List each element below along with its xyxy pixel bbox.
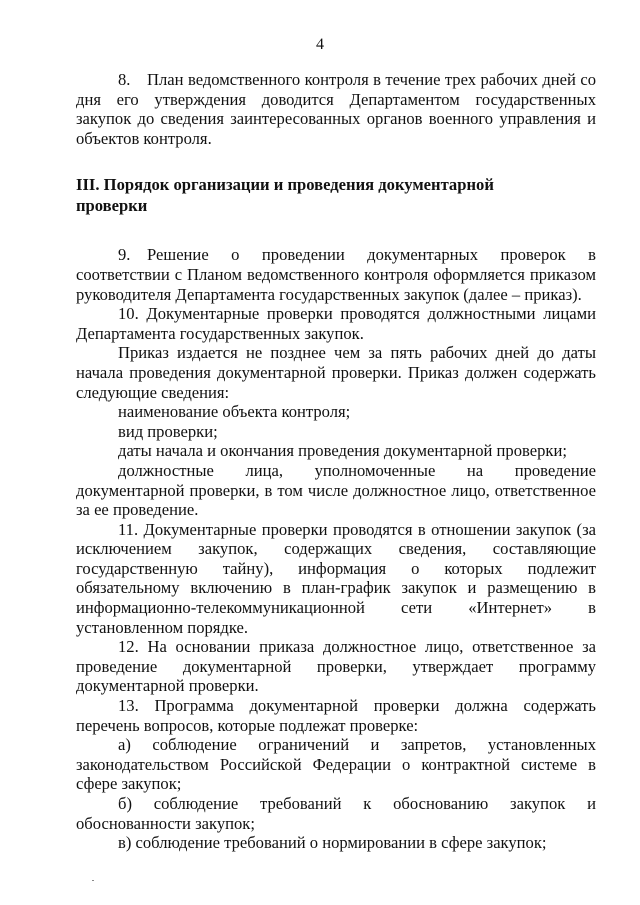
list-item-object-name: наименование объекта контроля; xyxy=(118,402,351,422)
list-item-officials: должностные лица, уполномоченные на проведение документарной проверки, в том числе должностное лицо, ответственное за ее проведение. xyxy=(76,460,596,520)
page-number: 4 xyxy=(316,36,324,53)
paragraph-order: Приказ издается не позднее чем за пять рабочих дней до даты начала проведения документарной проверки. Приказ должен содержать следующие сведения: xyxy=(76,343,596,402)
list-item-dates: даты начала и окончания проведения документарной проверки; xyxy=(118,441,567,461)
document-body xyxy=(76,70,596,853)
section-heading-line-2: проверки xyxy=(76,196,148,216)
paragraph-13: 13. Программа документарной проверки должна содержать перечень вопросов, которые подлежат проверке: xyxy=(76,696,596,735)
section-heading xyxy=(76,174,596,216)
section-heading-line-1: III. Порядок организации и проведения документарной xyxy=(76,175,494,195)
paragraph-11: 11. Документарные проверки проводятся в отношении закупок (за исключением закупок, содержащих сведения, составляющие государственную тайну), информация о которых подлежит обязательному включению в план-график закупок и размещению в информационно-телекоммуникационной сети «Интернет» в установленном порядке. xyxy=(76,519,596,637)
paragraph-8: 8. План ведомственного контроля в течение трех рабочих дней со дня его утверждения доводится Департаментом государственных закупок до сведения заинтересованных органов военного управления и объектов контроля. xyxy=(76,70,596,148)
paragraph-10: 10. Документарные проверки проводятся должностными лицами Департамента государственных закупок. xyxy=(76,304,596,343)
paragraph-12: 12. На основании приказа должностное лицо, ответственное за проведение документарной проверки, утверждает программу документарной проверки. xyxy=(76,637,596,696)
list-item-b: б) соблюдение требований к обоснованию закупок и обоснованности закупок; xyxy=(76,794,596,833)
list-item-c: в) соблюдение требований о нормировании в сфере закупок; xyxy=(118,833,547,853)
paragraph-9: 9. Решение о проведении документарных проверок в соответствии с Планом ведомственного контроля оформляется приказом руководителя Департамента государственных закупок (далее – приказ). xyxy=(76,245,596,304)
scan-speck xyxy=(92,880,94,881)
list-item-a: а) соблюдение ограничений и запретов, установленных законодательством Российской Федерации о контрактной системе в сфере закупок; xyxy=(76,735,596,794)
list-item-check-type: вид проверки; xyxy=(118,421,218,441)
